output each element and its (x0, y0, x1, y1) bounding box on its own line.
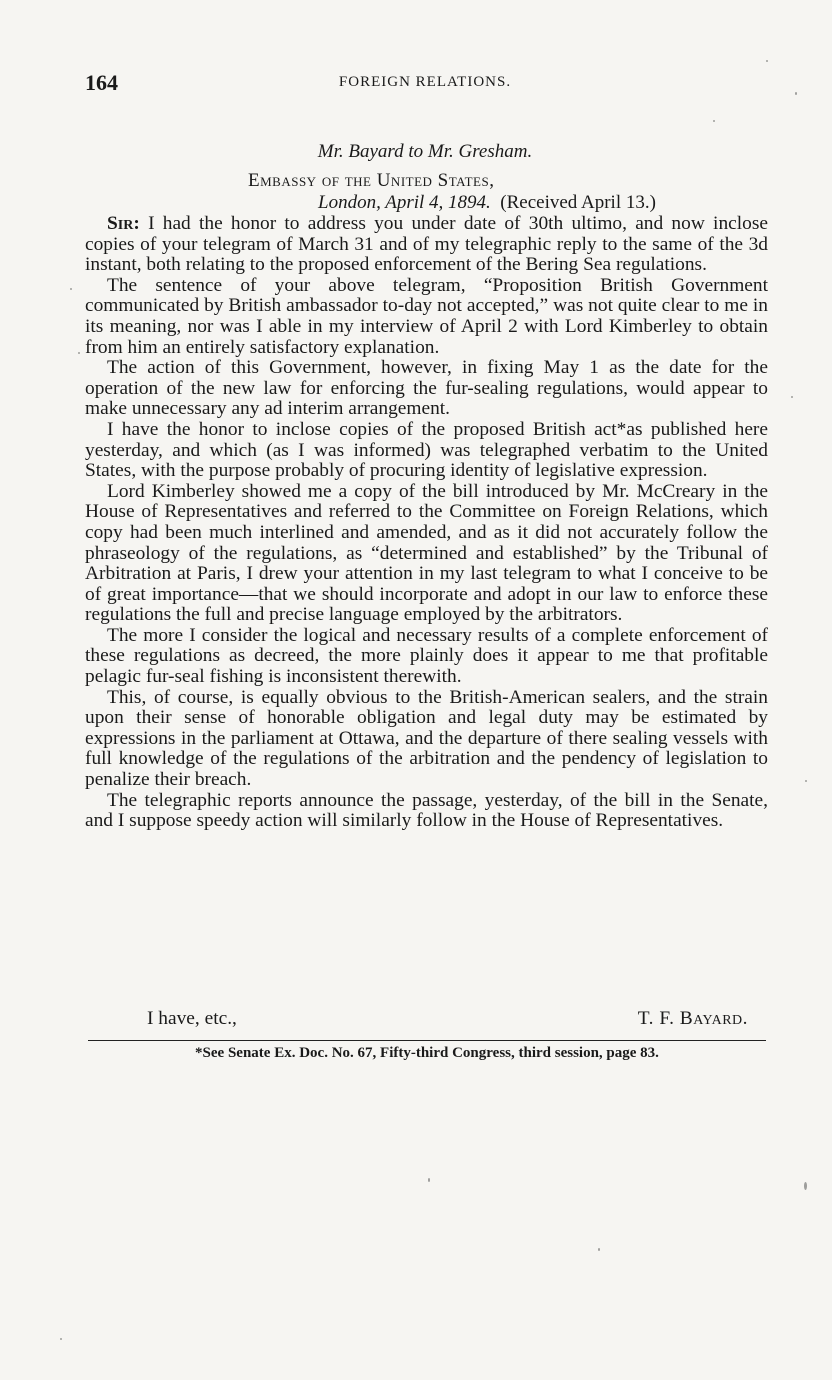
received-date: (Received April 13.) (500, 192, 656, 213)
date-place: London, April 4, 1894. (318, 192, 491, 213)
salutation: Sir: (107, 213, 140, 234)
running-header (85, 70, 765, 100)
paragraph-text: I had the honor to address you under date of 30th ultimo, and now inclose copies of your telegram of March 31 and of my telegraphic reply to the same of the 3d instant, both relating to the proposed enforcement of the Bering Sea regulations. (85, 213, 768, 276)
sender-address: Embassy of the United States, (248, 170, 495, 191)
signature: T. F. Bayard. (637, 1008, 748, 1029)
body-paragraph: The action of this Government, however, in fixing May 1 as the date for the operation of the new law for enforcing the fur-sealing regulations, would appear to make unnecessary any ad interim arrangement. (85, 357, 768, 420)
footnote: *See Senate Ex. Doc. No. 67, Fifty-third Congress, third session, page 83. (195, 1045, 659, 1061)
running-title: FOREIGN RELATIONS. (338, 74, 512, 90)
closing-line (85, 1008, 768, 1032)
body-paragraph (85, 214, 768, 276)
body-paragraph: The telegraphic reports announce the passage, yesterday, of the bill in the Senate, and I suppose speedy action will similarly follow in the House of Representatives. (85, 789, 768, 832)
footnote-divider (88, 1040, 766, 1041)
body-paragraph: I have the honor to inclose copies of the proposed British act*as published here yesterday, and which (as I was informed) was telegraphed verbatim to the United States, with the purpose probably of procuring identity of legislative expression. (85, 418, 768, 482)
body-paragraph: The more I consider the logical and necessary results of a complete enforcement of these regulations as decreed, the more plainly does it appear to me that profitable pelagic fur-seal fishing is inconsistent therewith. (85, 624, 768, 688)
body-paragraph: The sentence of your above telegram, “Proposition British Government communicated by British ambassador to-day not accepted,” was not quite clear to me in its meaning, nor was I able in my interview of April 2 with Lord Kimberley to obtain from him an entirely satisfactory explanation. (85, 274, 768, 358)
body-paragraph: This, of course, is equally obvious to the British-American sealers, and the strain upon their sense of honorable obligation and legal duty may be estimated by expressions in the parliament at Ottawa, and the departure of there sealing vessels with full knowledge of the regulations of the arbitration and the pendency of legislation to penalize their breach. (85, 686, 768, 791)
letter-title: Mr. Bayard to Mr. Gresham. (317, 141, 533, 162)
dateline (318, 192, 656, 214)
letter-body (85, 214, 768, 832)
closing-phrase: I have, etc., (147, 1008, 237, 1029)
body-paragraph: Lord Kimberley showed me a copy of the bill introduced by Mr. McCreary in the House of Representatives and referred to the Committee on Foreign Relations, which copy had been much interlined and amended, and as it did not accurately follow the phraseology of the regulations, as “determined and established” by the Tribunal of Arbitration at Paris, I drew your attention in my last telegram to what I conceive to be of great importance—that we should incorporate and adopt in our law to enforce these regulations the full and precise language employed by the arbitrators. (85, 480, 768, 626)
page-number: 164 (85, 70, 118, 95)
